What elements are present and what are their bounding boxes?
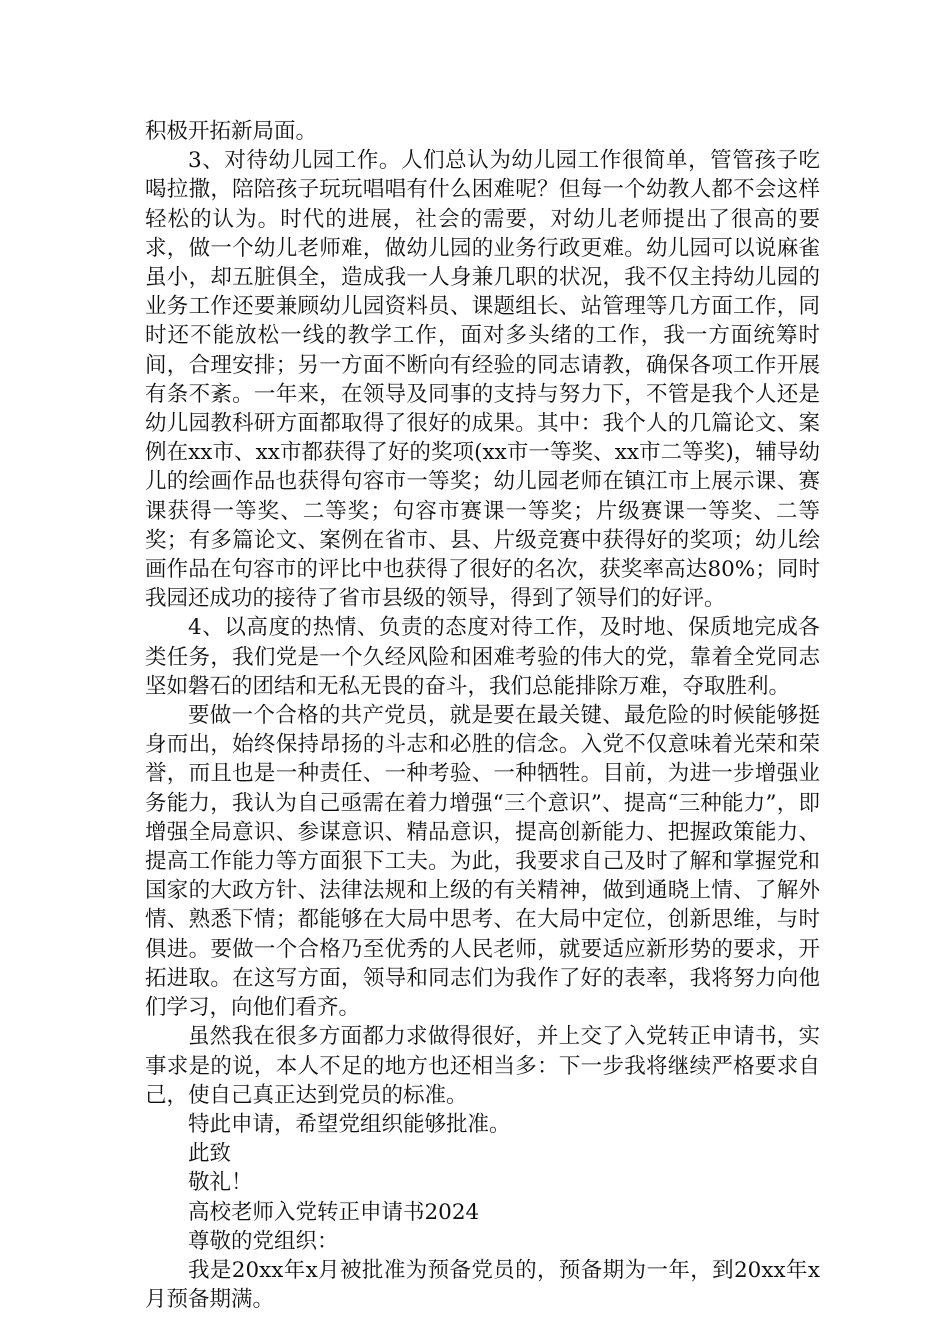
paragraph-salutation: 此致 [188,1141,232,1167]
paragraph-probation: 我是20xx年x月被批准为预备党员的，预备期为一年，到20xx年x月预备期满。 [145,1257,820,1313]
paragraph-title: 高校老师入党转正申请书2024 [188,1199,480,1225]
paragraph-greeting: 尊敬的党组织： [188,1228,339,1254]
paragraph-regards: 敬礼！ [188,1170,253,1196]
paragraph-request: 特此申请，希望党组织能够批准。 [188,1111,511,1137]
paragraph-kindergarten-work: 3、对待幼儿园工作。人们总认为幼儿园工作很简单，管管孩子吃喝拉撒，陪陪孩子玩玩唱唱有什么困难呢？但每一个幼教人都不会这样轻松的认为。时代的进展，社会的需要，对幼儿老师提出了很高的要求，做一个幼儿老师难，做幼儿园的业务行政更难。幼儿园可以说麻雀虽小，却五脏俱全，造成我一人身兼几职的状况，我不仅主持幼儿园的业务工作还要兼顾幼儿园资料员、课题组长、站管理等几方面工作，同时还不能放松一线的教学工作，面对多头绪的工作，我一方面统筹时间，合理安排；另一方面不断向有经验的同志请教，确保各项工作开展有条不紊。一年来，在领导及同事的支持与努力下，不管是我个人还是幼儿园教科研方面都取得了很好的成果。其中：我个人的几篇论文、案例在xx市、xx市都获得了好的奖项(xx市一等奖、xx市二等奖)，辅导幼儿的绘画作品也获得句容市一等奖；幼儿园老师在镇江市上展示课、赛课获得一等奖、二等奖；句容市赛课一等奖；片级赛课一等奖、二等奖；有多篇论文、案例在省市、县、片级竞赛中获得好的奖项；幼儿绘画作品在句容市的评比中也获得了很好的名次，获奖率高达80%；同时我园还成功的接待了省市县级的领导，得到了领导们的好评。 [145,148,820,612]
paragraph-enthusiasm: 4、以高度的热情、负责的态度对待工作，及时地、保质地完成各类任务，我们党是一个久经风险和困难考验的伟大的党，靠着全党同志坚如磐石的团结和无私无畏的奋斗，我们总能排除万难，夺取胜利。 [145,615,820,699]
paragraph-shortcomings: 虽然我在很多方面都力求做得很好，并上交了入党转正申请书，实事求是的说，本人不足的地方也还相当多：下一步我将继续严格要求自己，使自己真正达到党员的标准。 [145,1024,820,1108]
document-page [145,117,820,1314]
paragraph-qualified-member: 要做一个合格的共产党员，就是要在最关键、最危险的时候能够挺身而出，始终保持昂扬的斗志和必胜的信念。入党不仅意味着光荣和荣誉，而且也是一种责任、一种考验、一种牺牲。目前，为进一步增强业务能力，我认为自己亟需在着力增强“三个意识”、提高“三种能力”，即增强全局意识、参谋意识、精品意识，提高创新能力、把握政策能力、提高工作能力等方面狠下工夫。为此，我要求自己及时了解和掌握党和国家的大政方针、法律法规和上级的有关精神，做到通晓上情、了解外情、熟悉下情；都能够在大局中思考、在大局中定位，创新思维，与时俱进。要做一个合格乃至优秀的人民老师，就要适应新形势的要求，开拓进取。在这写方面，领导和同志们为我作了好的表率，我将努力向他们学习，向他们看齐。 [145,703,820,1021]
paragraph-opening: 积极开拓新局面。 [145,119,318,144]
